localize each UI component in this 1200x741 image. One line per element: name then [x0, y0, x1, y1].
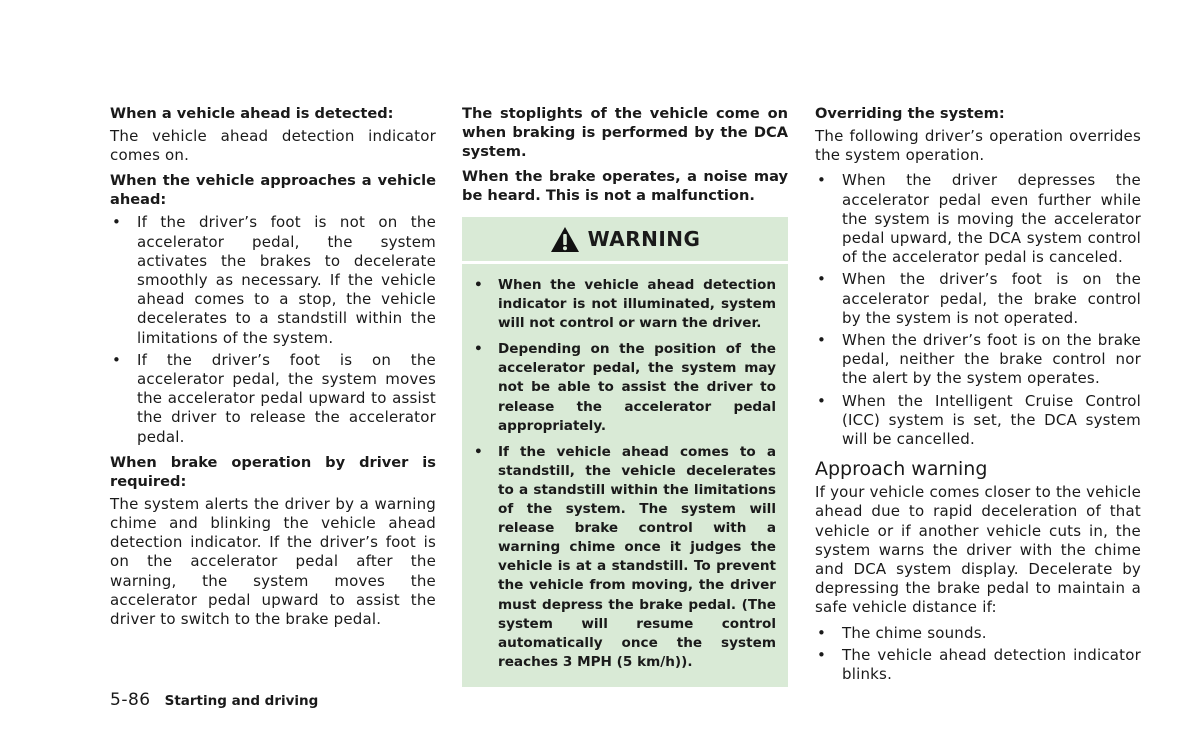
- page-number: 5-86: [110, 690, 151, 710]
- paragraph-overrides: The following driver’s operation overrides the system operation.: [815, 127, 1141, 165]
- note-stoplights: The stoplights of the vehicle come on when braking is performed by the DCA system.: [462, 105, 788, 160]
- list-item: • When the Intelligent Cruise Control (ICC) system is set, the DCA system will be cancelled.: [817, 391, 1141, 449]
- list-item: • If the driver’s foot is on the accelerator pedal, the system moves the accelerator pedal upward to assist the driver to release the accelerator pedal.: [112, 350, 436, 446]
- bullet-dot-icon: •: [817, 391, 827, 410]
- bullet-dot-icon: •: [817, 171, 827, 190]
- warning-list: [462, 264, 788, 672]
- bullet-dot-icon: •: [817, 270, 827, 289]
- warning-box: [462, 217, 788, 687]
- bullet-dot-icon: •: [112, 213, 122, 232]
- paragraph-alerts: The system alerts the driver by a warning chime and blinking the vehicle ahead detection indicator. If the driver’s foot is on the accelerator pedal after the warning, the system moves the accelerator pedal upward to assist the driver to switch to the brake pedal.: [110, 494, 436, 629]
- chapter-label: Starting and driving: [164, 693, 319, 709]
- bullet-dot-icon: •: [474, 277, 483, 293]
- bullet-list-overrides: [815, 171, 1141, 449]
- bullet-dot-icon: •: [112, 350, 122, 369]
- list-item: • The chime sounds.: [817, 623, 987, 642]
- column-right: [815, 104, 1141, 690]
- bullet-dot-icon: •: [817, 645, 827, 664]
- page-footer: [110, 690, 318, 710]
- list-item: • When the driver’s foot is on the accelerator pedal, the brake control by the system is not operated.: [817, 270, 1141, 327]
- heading-brake-required: When brake operation by driver is required:: [110, 453, 436, 490]
- heading-vehicle-approaches: When the vehicle approaches a vehicle ahead:: [110, 172, 436, 209]
- list-item: • Depending on the position of the accelerator pedal, the system may not be able to assist the driver to release the accelerator pedal appropriately.: [474, 341, 776, 434]
- warning-triangle-icon: [550, 226, 580, 253]
- bullet-dot-icon: •: [474, 341, 483, 358]
- heading-overriding: Overriding the system:: [815, 105, 1005, 122]
- bullet-dot-icon: •: [474, 443, 483, 460]
- bullet-list-approach: [110, 213, 436, 446]
- heading-vehicle-detected: When a vehicle ahead is detected:: [110, 105, 394, 122]
- list-item: • When the vehicle ahead detection indicator is not illuminated, system will not control or warn the driver.: [474, 277, 776, 332]
- list-item: • If the driver’s foot is not on the accelerator pedal, the system activates the brakes to decelerate smoothly as necessary. If the vehicle ahead comes to a stop, the vehicle decelerates to a standstill within the limitations of the system.: [112, 213, 436, 347]
- note-noise: When the brake operates, a noise may be heard. This is not a malfunction.: [462, 168, 788, 204]
- column-middle: [462, 104, 788, 687]
- list-item: • When the driver’s foot is on the brake pedal, neither the brake control nor the alert by the system operates.: [817, 331, 1141, 388]
- warning-header: [462, 217, 788, 264]
- bullet-dot-icon: •: [817, 331, 827, 350]
- bullet-dot-icon: •: [817, 623, 827, 642]
- list-item: • When the driver depresses the accelerator pedal even further while the system is moving the accelerator pedal upward, the DCA system control of the accelerator pedal is canceled.: [817, 171, 1141, 267]
- section-title-approach-warning: Approach warning: [815, 458, 988, 481]
- paragraph-indicator: The vehicle ahead detection indicator comes on.: [110, 127, 436, 165]
- column-left: [110, 104, 436, 635]
- paragraph-approach: If your vehicle comes closer to the vehicle ahead due to rapid deceleration of that vehicle or if another vehicle cuts in, the system warns the driver with the chime and DCA system display. Decelerate by depressing the brake pedal to maintain a safe vehicle distance if:: [815, 483, 1141, 617]
- list-item: • The vehicle ahead detection indicator blinks.: [817, 645, 1141, 684]
- list-item: • If the vehicle ahead comes to a standstill, the vehicle decelerates to a standstill within the limitations of the system. The system will release brake control with a warning chime once it judges the vehicle is at a standstill. To prevent the vehicle from moving, the driver must depress the brake pedal. (The system will resume control automatically once the system reaches 3 MPH (5 km/h)).: [474, 443, 776, 670]
- bullet-list-approach-warning: [815, 624, 1141, 685]
- warning-title: WARNING: [587, 227, 701, 251]
